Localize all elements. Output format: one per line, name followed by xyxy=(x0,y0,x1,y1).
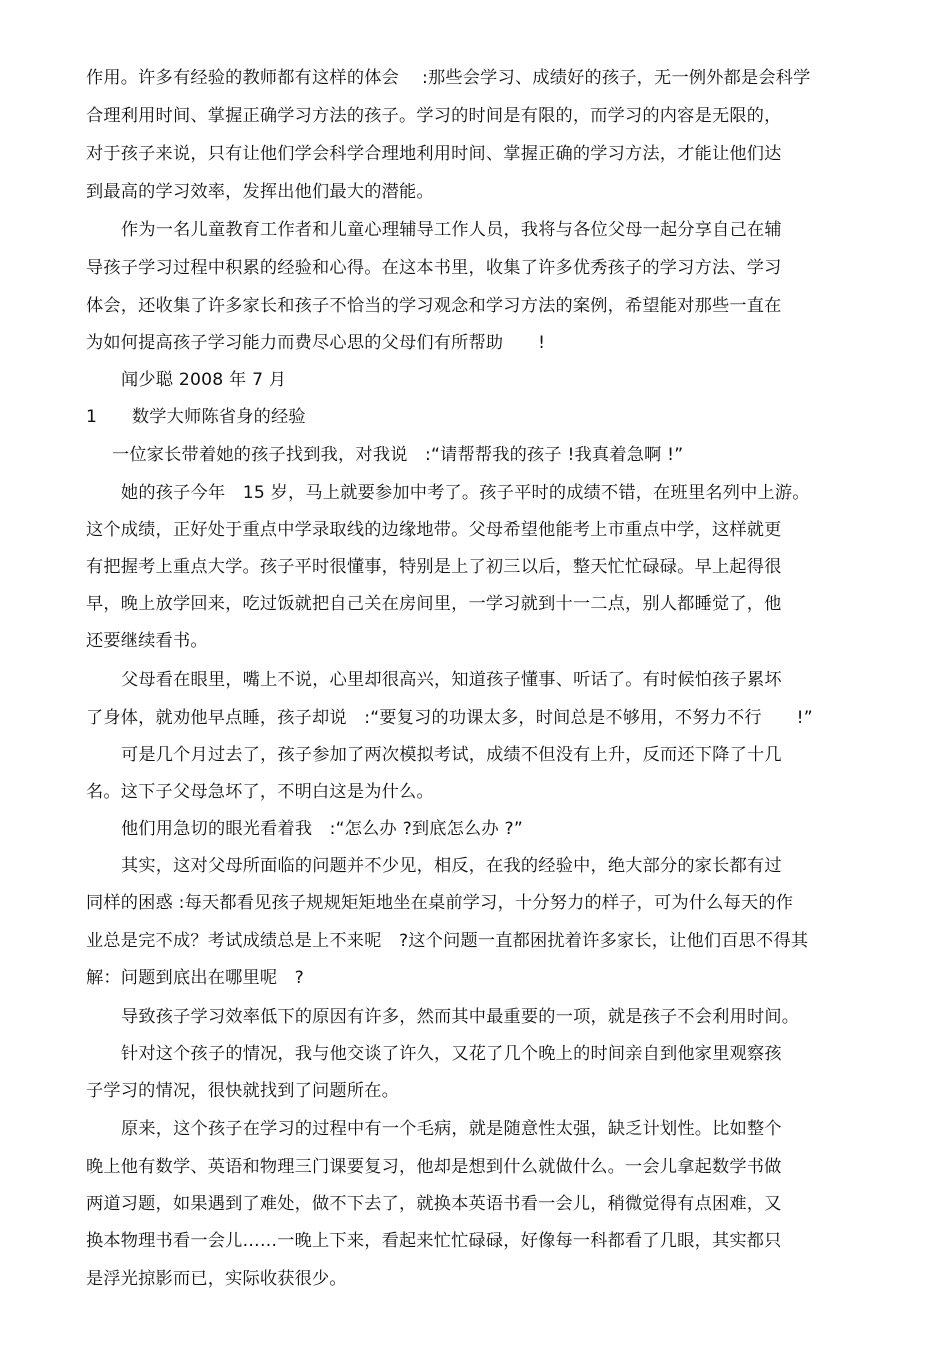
paragraph-line: 到最高的学习效率，发挥出他们最大的潜能。 xyxy=(86,182,434,202)
paragraph-line: 合理利用时间、掌握正确学习方法的孩子。学习的时间是有限的，而学习的内容是无限的， xyxy=(86,106,782,126)
paragraph-line: 是浮光掠影而已，实际收获很少。 xyxy=(86,1269,347,1289)
paragraph-line: 还要继续看书。 xyxy=(86,631,208,651)
paragraph-line: 晚上他有数学、英语和物理三门课要复习，他却是想到什么就做什么。一会儿拿起数学书做 xyxy=(86,1157,782,1177)
paragraph-line: 体会，还收集了许多家长和孩子不恰当的学习观念和学习方法的案例，希望能对那些一直在 xyxy=(86,296,782,316)
paragraph-line: 同样的困惑 :每天都看见孩子规规矩矩地坐在桌前学习，十分努力的样子，可为什么每天的作 xyxy=(86,893,794,913)
paragraph-line: 这个成绩，正好处于重点中学录取线的边缘地带。父母希望他能考上市重点中学，这样就更 xyxy=(86,520,782,540)
paragraph-line: 她的孩子今年 15 岁，马上就要参加中考了。孩子平时的成绩不错，在班里名列中上游。 xyxy=(121,483,810,503)
paragraph-line: 可是几个月过去了，孩子参加了两次模拟考试，成绩不但没有上升，反而还下降了十几 xyxy=(121,745,782,765)
paragraph-line: 对于孩子来说，只有让他们学会科学合理地利用时间、掌握正确的学习方法，才能让他们达 xyxy=(86,144,782,164)
paragraph-line: 作为一名儿童教育工作者和儿童心理辅导工作人员，我将与各位父母一起分享自己在辅 xyxy=(121,220,782,240)
paragraph-line: 换本物理书看一会儿……一晚上下来，看起来忙忙碌碌，好像每一科都看了几眼，其实都只 xyxy=(86,1231,782,1251)
author-signature-date: 闻少聪 2008 年 7 月 xyxy=(121,370,287,390)
paragraph-line: 两道习题，如果遇到了难处，做不下去了，就换本英语书看一会儿，稍微觉得有点困难，又 xyxy=(86,1194,782,1214)
paragraph-line: 有把握考上重点大学。孩子平时很懂事，特别是上了初三以后，整天忙忙碌碌。早上起得很 xyxy=(86,557,782,577)
paragraph-line: 原来，这个孩子在学习的过程中有一个毛病，就是随意性太强，缺乏计划性。比如整个 xyxy=(121,1119,782,1139)
paragraph-line: 早，晚上放学回来，吃过饭就把自己关在房间里，一学习就到十一二点，别人都睡觉了，他 xyxy=(86,594,782,614)
paragraph-line: 导致孩子学习效率低下的原因有许多，然而其中最重要的一项，就是孩子不会利用时间。 xyxy=(121,1007,800,1027)
paragraph-line: 子学习的情况，很快就找到了问题所在。 xyxy=(86,1081,399,1101)
paragraph-line: 他们用急切的眼光看着我 :“怎么办 ?到底怎么办 ?” xyxy=(121,819,523,839)
paragraph-line: 一位家长带着她的孩子找到我，对我说 :“请帮帮我的孩子 !我真着急啊 !” xyxy=(112,445,684,465)
paragraph-line: 名。这下子父母急坏了，不明白这是为什么。 xyxy=(86,782,434,802)
paragraph-line: 了身体，就劝他早点睡，孩子却说 :“要复习的功课太多，时间总是不够用，不努力不行 !” xyxy=(86,708,813,728)
paragraph-line: 为如何提高孩子学习能力而费尽心思的父母们有所帮助 ! xyxy=(86,333,546,353)
paragraph-line: 针对这个孩子的情况，我与他交谈了许久，又花了几个晚上的时间亲自到他家里观察孩 xyxy=(121,1044,782,1064)
section-heading: 1 数学大师陈省身的经验 xyxy=(86,407,306,427)
paragraph-line: 作用。许多有经验的教师都有这样的体会 :那些会学习、成绩好的孩子，无一例外都是会科学 xyxy=(86,68,811,88)
paragraph-line: 父母看在眼里，嘴上不说，心里却很高兴，知道孩子懂事、听话了。有时候怕孩子累坏 xyxy=(121,670,782,690)
paragraph-line: 业总是完不成？考试成绩总是上不来呢 ?这个问题一直都困扰着许多家长，让他们百思不得其 xyxy=(86,931,809,951)
paragraph-line: 解：问题到底出在哪里呢 ? xyxy=(86,968,304,988)
paragraph-line: 其实，这对父母所面临的问题并不少见，相反，在我的经验中，绝大部分的家长都有过 xyxy=(121,856,782,876)
paragraph-line: 导孩子学习过程中积累的经验和心得。在这本书里，收集了许多优秀孩子的学习方法、学习 xyxy=(86,258,782,278)
